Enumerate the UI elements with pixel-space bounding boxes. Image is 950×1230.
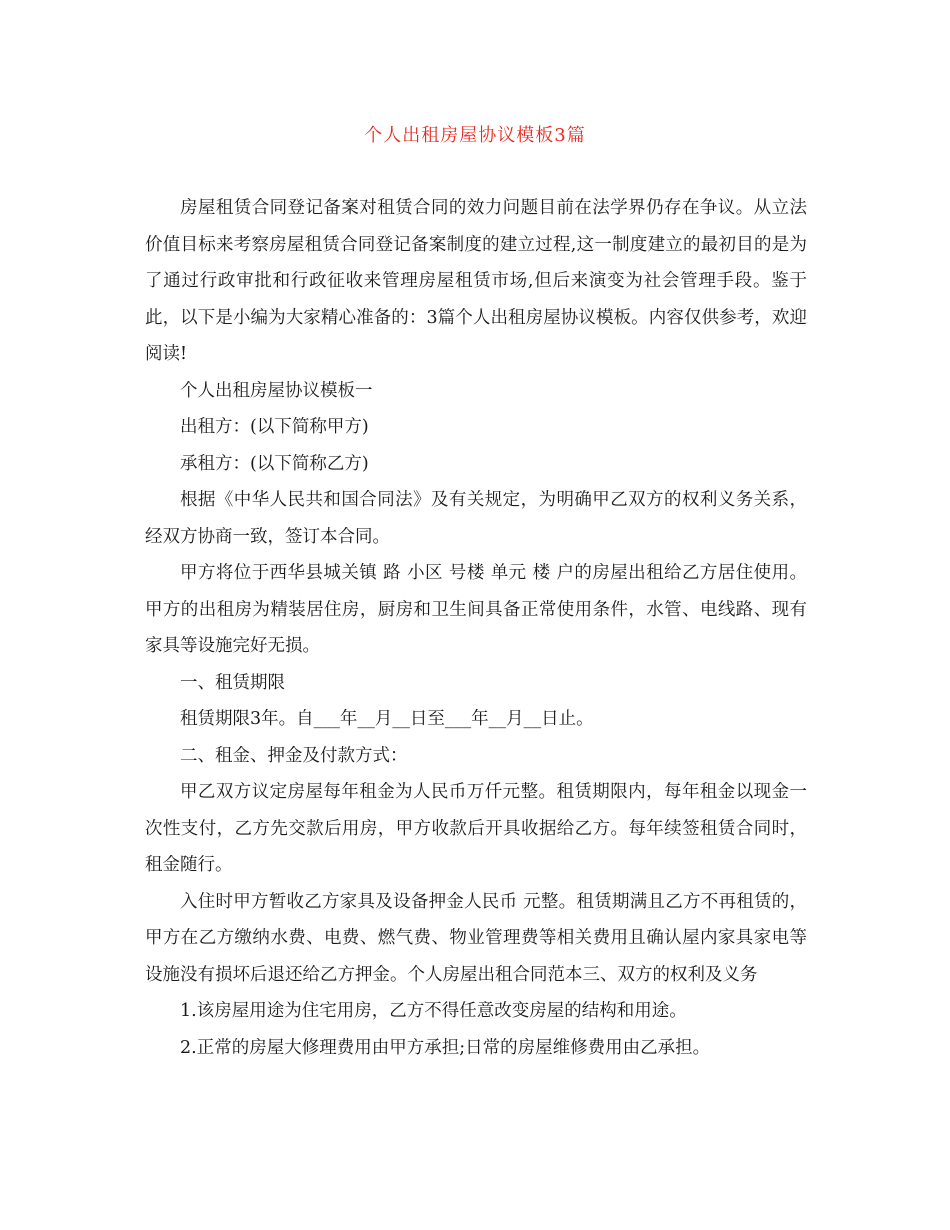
lessor-line: 出租方：(以下简称甲方) [180,417,369,437]
section-heading-term: 一、租赁期限 [180,672,285,693]
lessee-line: 承租方：(以下简称乙方) [180,453,369,474]
document-title: 个人出租房屋协议模板3篇 [364,125,586,146]
intro-paragraph: 房屋租赁合同登记备案对租赁合同的效力问题目前在法学界仍存在争议。从立法价值目标来考察房屋租赁合同登记备案制度的建立过程,这一制度建立的最初目的是为了通过行政审批和行政征收来管理房屋租赁市场,但后来演变为社会管理手段。鉴于此，以下是小编为大家精心准备的：3篇个人出租房屋协议模板。内容仅供参考，欢迎阅读! [145,198,807,364]
obligation-item-2: 2.正常的房屋大修理费用由甲方承担;日常的房屋维修费用由乙承担。 [180,1037,711,1058]
rent-paragraph: 甲乙双方议定房屋每年租金为人民币万仟元整。租赁期限内，每年租金以现金一次性支付，乙方先交款后用房，甲方收款后开具收据给乙方。每年续签租赁合同时，租金随行。 [145,782,807,875]
property-paragraph: 甲方将位于西华县城关镇 路 小区 号楼 单元 楼 户的房屋出租给乙方居住使用。甲方的出租房为精装居住房，厨房和卫生间具备正常使用条件，水管、电线路、现有家具等设施完好无损。 [145,563,807,656]
term-paragraph: 租赁期限3年。自___年__月__日至___年__月__日止。 [180,709,594,729]
legal-basis-paragraph: 根据《中华人民共和国合同法》及有关规定，为明确甲乙双方的权利义务关系，经双方协商一致，签订本合同。 [145,490,807,547]
obligation-item-1: 1.该房屋用途为住宅用房，乙方不得任意改变房屋的结构和用途。 [180,1001,687,1021]
template-heading: 个人出租房屋协议模板一 [180,380,373,401]
deposit-paragraph: 入住时甲方暂收乙方家具及设备押金人民币 元整。租赁期满且乙方不再租赁的，甲方在乙方缴纳水费、电费、燃气费、物业管理费等相关费用且确认屋内家具家电等设施没有损坏后退还给乙方押金。个人房屋出租合同范本三、双方的权利及义务 [145,891,807,985]
section-heading-rent: 二、租金、押金及付款方式： [180,745,408,766]
document-body [145,190,807,1066]
